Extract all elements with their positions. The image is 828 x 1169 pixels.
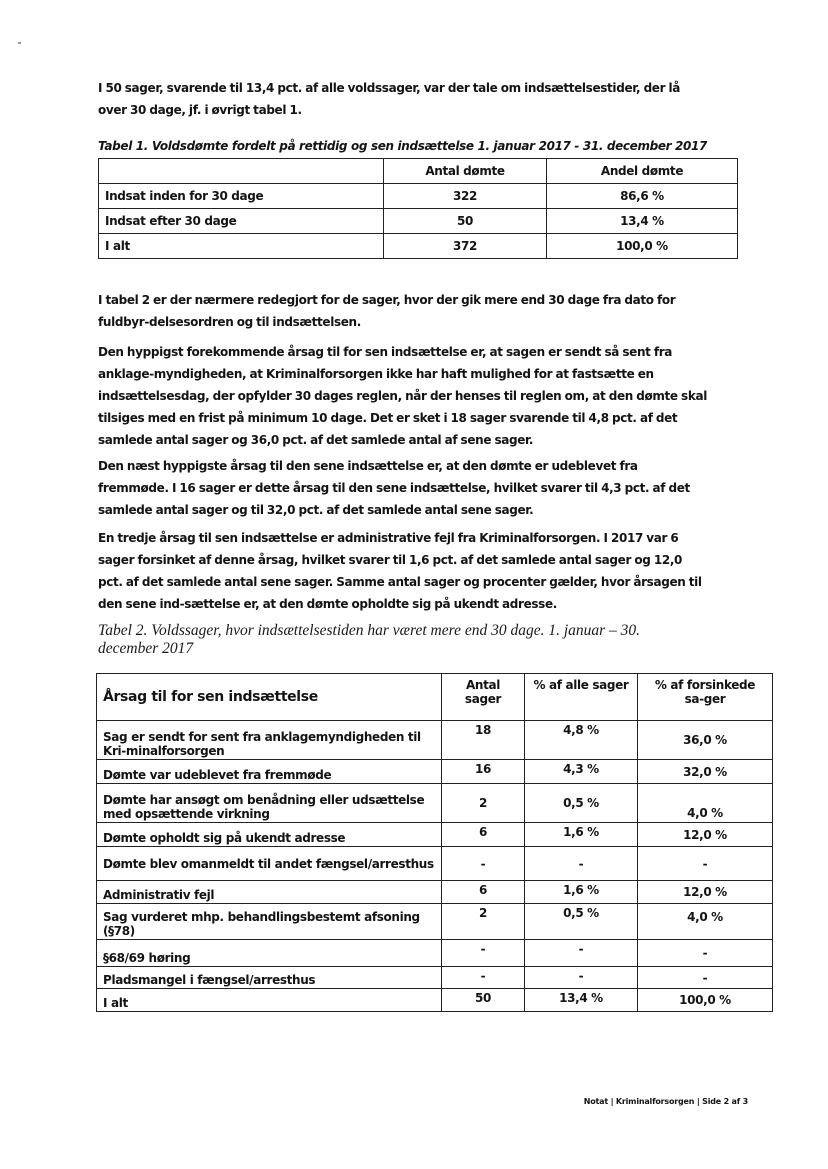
table-row: [97, 847, 773, 881]
table-cell: 1,6 %: [525, 823, 638, 847]
table-cell: 0,5 %: [525, 904, 638, 940]
table-cell: 4,0 %: [638, 784, 773, 823]
table-row: [99, 184, 738, 209]
table2-header-cell: % af alle sager: [525, 674, 638, 721]
table-cell: 4,3 %: [525, 760, 638, 784]
table-row: [97, 823, 773, 847]
table-cell: 2: [442, 784, 525, 823]
table1-header-cell: Andel dømte: [547, 159, 738, 184]
table-cell: §68/69 høring: [97, 940, 442, 967]
table2: [96, 673, 773, 1012]
table-cell: 36,0 %: [638, 721, 773, 760]
table-cell: 322: [384, 184, 547, 209]
table-cell: 0,5 %: [525, 784, 638, 823]
table-cell: Pladsmangel i fængsel/arresthus: [97, 967, 442, 989]
table-cell: 50: [442, 989, 525, 1012]
paragraph-2: I tabel 2 er der nærmere redegjort for de sager, hvor der gik mere end 30 dage fra dato for fuldbyr-delsesordren og til indsættelsen.: [98, 293, 676, 329]
table-cell: 6: [442, 823, 525, 847]
table-cell: 13,4 %: [547, 209, 738, 234]
table-row: [97, 760, 773, 784]
table-cell: 13,4 %: [525, 989, 638, 1012]
table-cell: I alt: [99, 234, 384, 259]
table-row: [97, 784, 773, 823]
table2-header-cell: Antal sager: [442, 674, 525, 721]
table-cell: 2: [442, 904, 525, 940]
table2-header-cell: % af forsinkede sa-ger: [638, 674, 773, 721]
table-cell: Indsat inden for 30 dage: [99, 184, 384, 209]
table-row: [99, 234, 738, 259]
table-cell: -: [638, 847, 773, 881]
table-row: [97, 904, 773, 940]
table-cell: -: [525, 967, 638, 989]
table-cell: 1,6 %: [525, 881, 638, 904]
table-cell: I alt: [97, 989, 442, 1012]
table-row: [97, 940, 773, 967]
table-cell: Administrativ fejl: [97, 881, 442, 904]
table-cell: -: [442, 940, 525, 967]
table1-caption: Tabel 1. Voldsdømte fordelt på rettidig og sen indsættelse 1. januar 2017 - 31. december 2017: [98, 139, 708, 153]
table-cell: 372: [384, 234, 547, 259]
paragraph-1: I 50 sager, svarende til 13,4 pct. af alle voldssager, var der tale om indsættelsestider, der lå over 30 dage, jf. i øvrigt tabel 1.: [98, 81, 681, 117]
table2-header-row: [97, 674, 773, 721]
table-cell: -: [638, 967, 773, 989]
table-cell: 4,8 %: [525, 721, 638, 760]
table-cell: 86,6 %: [547, 184, 738, 209]
table-row: [97, 721, 773, 760]
table-cell: 12,0 %: [638, 823, 773, 847]
table1-header-cell: Antal dømte: [384, 159, 547, 184]
table-cell: Dømte opholdt sig på ukendt adresse: [97, 823, 442, 847]
table-cell: -: [442, 967, 525, 989]
table-row: [97, 989, 773, 1012]
paragraph-3: Den hyppigst forekommende årsag til for sen indsættelse er, at sagen er sendt så sent fra anklage-myndigheden, at Kriminalforsorgen ikke har haft mulighed for at fastsætte en indsættelsesdag, der opfylder 30 dages reglen, når der henses til reglen om, at den dømte skal tilsiges med en frist på minimum 10 dage. Det er sket i 18 sager svarende til 4,8 pct. af det samlede antal sager og 36,0 pct. af det samlede antal af sene sager.: [98, 345, 707, 447]
table-row: [99, 209, 738, 234]
table-cell: Indsat efter 30 dage: [99, 209, 384, 234]
table-cell: -: [525, 847, 638, 881]
table-cell: 32,0 %: [638, 760, 773, 784]
table-cell: 12,0 %: [638, 881, 773, 904]
table-cell: 4,0 %: [638, 904, 773, 940]
table-cell: -: [525, 940, 638, 967]
table-cell: Dømte var udeblevet fra fremmøde: [97, 760, 442, 784]
table-row: [97, 881, 773, 904]
table-cell: Dømte har ansøgt om benådning eller udsættelse med opsættende virkning: [97, 784, 442, 823]
table1: [98, 158, 738, 259]
paragraph-4: Den næst hyppigste årsag til den sene indsættelse er, at den dømte er udeblevet fra fremmøde. I 16 sager er dette årsag til den sene indsættelse, hvilket svarer til 4,3 pct. af det samlede antal sager og til 32,0 pct. af det samlede antal sene sager.: [98, 459, 690, 517]
table-cell: 18: [442, 721, 525, 760]
table-cell: Sag er sendt for sent fra anklagemyndigheden til Kri-minalforsorgen: [97, 721, 442, 760]
page-footer: Notat | Kriminalforsorgen | Side 2 af 3: [583, 1097, 748, 1106]
table-cell: -: [442, 847, 525, 881]
table-cell: 100,0 %: [547, 234, 738, 259]
table-cell: 6: [442, 881, 525, 904]
table-cell: 50: [384, 209, 547, 234]
table-cell: -: [638, 940, 773, 967]
paragraph-5: En tredje årsag til sen indsættelse er administrative fejl fra Kriminalforsorgen. I 2017 var 6 sager forsinket af denne årsag, hvilket svarer til 1,6 pct. af det samlede antal sager og 12,0 pct. af det samlede antal sene sager. Samme antal sager og procenter gælder, hvor årsagen til den sene ind-sættelse er, at den dømte opholdte sig på ukendt adresse.: [98, 531, 702, 611]
table2-header-cell: Årsag til for sen indsættelse: [97, 674, 442, 721]
table1-header-row: [99, 159, 738, 184]
table-cell: 100,0 %: [638, 989, 773, 1012]
table-cell: 16: [442, 760, 525, 784]
table-row: [97, 967, 773, 989]
table1-header-cell: [99, 159, 384, 184]
table-cell: Dømte blev omanmeldt til andet fængsel/arresthus: [97, 847, 442, 881]
table-cell: Sag vurderet mhp. behandlingsbestemt afsoning (§78): [97, 904, 442, 940]
scan-speck: [18, 42, 21, 44]
table2-caption: Tabel 2. Voldssager, hvor indsættelsestiden har været mere end 30 dage. 1. januar – 30. december 2017: [98, 622, 641, 657]
